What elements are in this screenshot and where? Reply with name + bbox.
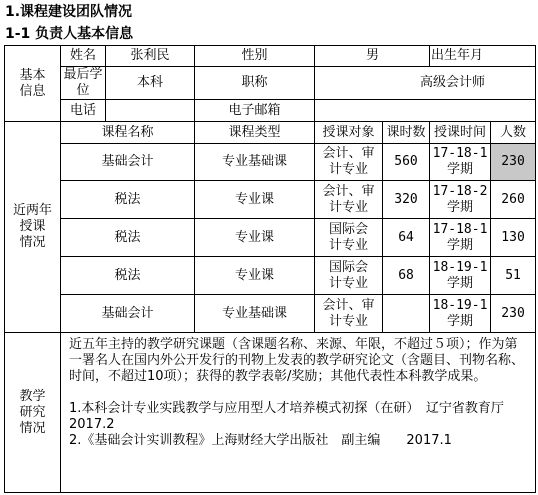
basic-info-label-l2: 信息: [19, 83, 46, 99]
course-term-line: 17-18-2: [432, 183, 488, 199]
course-term-line: 18-19-1: [432, 297, 488, 313]
research-label: [5, 333, 61, 493]
course-target-line: 国际会: [329, 221, 369, 237]
course-target-line: 国际会: [329, 259, 369, 275]
course-name: 基础会计: [61, 295, 195, 333]
course-hours: 560: [383, 144, 430, 181]
section-heading: 1.课程建设团队情况: [5, 4, 133, 20]
course-target-line: 计专业: [329, 237, 369, 253]
course-term-line: 17-18-1: [432, 221, 488, 237]
course-target-line: 计专业: [329, 275, 369, 291]
course-target-line: 计专业: [329, 199, 369, 215]
teaching-label: [5, 122, 61, 333]
research-label-l3: 情况: [19, 420, 46, 436]
course-term-line: 学期: [447, 275, 474, 291]
basic-info-label-l1: 基本: [19, 67, 46, 83]
course-name: 税法: [61, 257, 195, 295]
table-row: [5, 257, 536, 295]
research-item-2: 2.《基础会计实训教程》上海财经大学出版社 副主编 2017.1: [69, 433, 452, 448]
col-term: 授课时间: [430, 122, 491, 144]
course-type: 专业基础课: [195, 144, 315, 181]
col-hours: 课时数: [383, 122, 430, 144]
phone-label: 电话: [61, 100, 106, 122]
job-title-value: 高级会计师: [315, 67, 536, 100]
course-hours: 64: [383, 219, 430, 257]
table-row: [5, 295, 536, 333]
course-hours: 68: [383, 257, 430, 295]
research-item-1: 1.本科会计专业实践教学与应用型人才培养模式初探（在研） 辽宁省教育厅 2017.2: [69, 401, 517, 432]
teaching-label-l2: 授课: [19, 219, 46, 234]
job-title-label: 职称: [195, 67, 315, 100]
course-term-line: 学期: [447, 313, 474, 329]
col-type: 课程类型: [195, 122, 315, 144]
degree-value: 本科: [106, 67, 195, 100]
col-target: 授课对象: [315, 122, 383, 144]
course-target: [315, 295, 383, 333]
course-students: 230: [491, 295, 536, 333]
course-term-line: 18-19-1: [432, 259, 488, 275]
course-type: 专业课: [195, 181, 315, 219]
col-course: 课程名称: [61, 122, 195, 144]
research-content: [61, 333, 536, 493]
course-name: 税法: [61, 181, 195, 219]
email-value: [315, 100, 536, 122]
col-students: 人数: [491, 122, 536, 144]
table-row: [5, 219, 536, 257]
course-term: [430, 219, 491, 257]
course-target: [315, 219, 383, 257]
course-type: 专业课: [195, 219, 315, 257]
table-row: [5, 144, 536, 181]
course-type: 专业课: [195, 257, 315, 295]
course-target-line: 会计、审: [322, 146, 375, 161]
course-name: 税法: [61, 219, 195, 257]
name-label: 姓名: [61, 46, 106, 67]
course-hours: 320: [383, 181, 430, 219]
course-term-line: 学期: [447, 162, 474, 177]
degree-label: 最后学位: [61, 67, 106, 100]
phone-value: [106, 100, 195, 122]
research-label-l2: 研究: [19, 404, 46, 420]
course-term-line: 学期: [447, 199, 474, 215]
course-target: [315, 144, 383, 181]
course-term: [430, 181, 491, 219]
course-target-line: 会计、审: [322, 183, 375, 199]
course-target-line: 计专业: [329, 162, 369, 177]
course-target-line: 计专业: [329, 313, 369, 329]
research-instructions: 近五年主持的教学研究课题（含课题名称、来源、年限，不超过５项）；作为第一署名人在国内外公开发行的刊物上发表的教学研究论文（含题目、刊物名称、时间，不超过10项）；获得的教学表彰/奖励；其他代表性本科教学成果。: [69, 337, 525, 384]
course-students: 260: [491, 181, 536, 219]
subsection-heading: 1-1 负责人基本信息: [5, 26, 134, 42]
course-target-line: 会计、审: [322, 297, 375, 313]
course-students: 51: [491, 257, 536, 295]
course-term: [430, 257, 491, 295]
teaching-label-l3: 情况: [19, 235, 46, 250]
course-students: 230: [491, 144, 536, 181]
birth-label: 出生年月: [430, 46, 536, 67]
course-target: [315, 257, 383, 295]
email-label: 电子邮箱: [195, 100, 315, 122]
course-term-line: 17-18-1: [432, 146, 488, 161]
course-type: 专业基础课: [195, 295, 315, 333]
course-students: 130: [491, 219, 536, 257]
table-row: [5, 181, 536, 219]
gender-value: 男: [315, 46, 430, 67]
leader-info-table: [4, 45, 536, 493]
course-target: [315, 181, 383, 219]
research-label-l1: 教学: [19, 388, 46, 404]
basic-info-label: [5, 46, 61, 122]
course-hours: [383, 295, 430, 333]
teaching-label-l1: 近两年: [12, 203, 52, 218]
course-term-line: 学期: [447, 237, 474, 253]
gender-label: 性别: [195, 46, 315, 67]
course-term: [430, 144, 491, 181]
course-name: 基础会计: [61, 144, 195, 181]
course-term: [430, 295, 491, 333]
name-value: 张利民: [106, 46, 195, 67]
